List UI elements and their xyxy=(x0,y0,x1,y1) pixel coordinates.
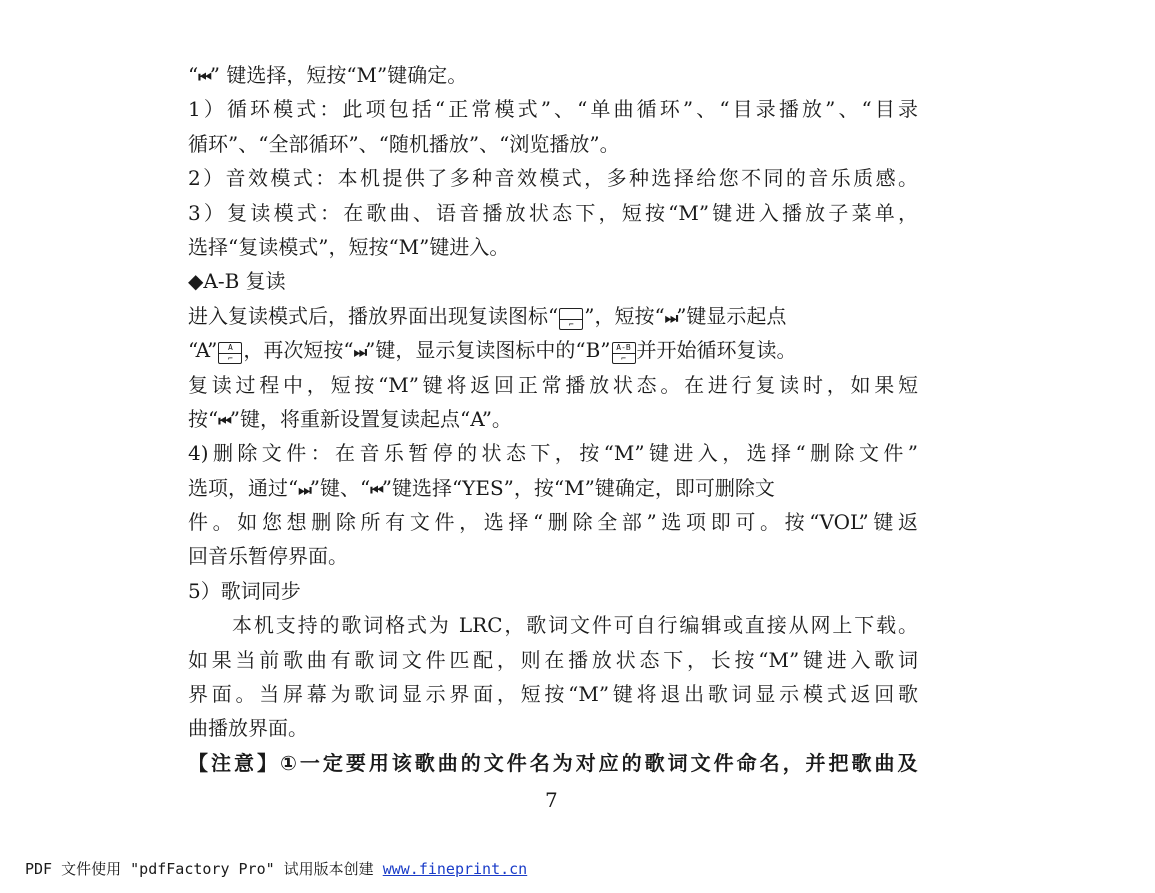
text-line: 3）复读模式：在歌曲、语音播放状态下，短按“M”键进入播放子菜单， xyxy=(188,200,918,225)
document-body xyxy=(188,58,918,780)
pdf-footer xyxy=(25,858,527,879)
text-line: “A” A ⌐ ，再次短按“⏭”键，显示复读图标中的“B” A-B ⌐ 并开始循环复读。 xyxy=(188,338,797,364)
repeat-a-icon: A ⌐ xyxy=(218,342,242,364)
text-line: 件。如您想删除所有文件，选择“删除全部”选项即可。按“VOL”键返 xyxy=(188,510,918,535)
text-line: 2）音效模式：本机提供了多种音效模式，多种选择给您不同的音乐质感。 xyxy=(188,166,918,191)
text-line: 界面。当屏幕为歌词显示界面，短按“M”键将退出歌词显示模式返回歌 xyxy=(188,682,918,707)
text-line: 4)删除文件：在音乐暂停的状态下，按“M”键进入，选择“删除文件” xyxy=(188,441,918,466)
repeat-icon: ⌐ xyxy=(559,308,583,330)
next-track-icon: ⏭ xyxy=(664,308,677,327)
text-line: 曲播放界面。 xyxy=(188,716,308,741)
previous-track-icon: ⏮ xyxy=(218,411,230,430)
section-heading: ◆A-B 复读 xyxy=(188,269,286,294)
note-line: 【注意】①一定要用该歌曲的文件名为对应的歌词文件命名，并把歌曲及 xyxy=(188,750,918,775)
footer-link[interactable]: www.fineprint.cn xyxy=(382,860,528,878)
next-track-icon: ⏭ xyxy=(353,343,366,362)
next-track-icon: ⏭ xyxy=(298,480,310,499)
text-line: 1）循环模式：此项包括“正常模式”、“单曲循环”、“目录播放”、“目录 xyxy=(188,97,918,122)
page-number: 7 xyxy=(545,788,558,812)
text-line: 选择“复读模式”，短按“M”键进入。 xyxy=(188,234,510,259)
footer-text: PDF 文件使用 "pdfFactory Pro" 试用版本创建 xyxy=(25,860,383,878)
text-line: 回音乐暂停界面。 xyxy=(188,544,348,569)
text-line: 复读过程中，短按“M”键将返回正常播放状态。在进行复读时，如果短 xyxy=(188,372,918,397)
text-line: 进入复读模式后，播放界面出现复读图标“ ⌐ ”，短按“⏭”键显示起点 xyxy=(188,303,787,329)
previous-track-icon: ⏮ xyxy=(370,480,382,499)
text-line: 本机支持的歌词格式为 LRC，歌词文件可自行编辑或直接从网上下载。 xyxy=(232,613,918,638)
text-line: 选项，通过“⏭”键、“⏮”键选择“YES”，按“M”键确定，即可删除文 xyxy=(188,475,775,500)
text-line: “⏮” 键选择，短按“M”键确定。 xyxy=(188,63,468,87)
section-heading: 5）歌词同步 xyxy=(188,578,301,603)
text-line: 按“⏮”键，将重新设置复读起点“A”。 xyxy=(188,406,512,431)
previous-track-icon: ⏮ xyxy=(198,68,210,86)
repeat-ab-icon: A-B ⌐ xyxy=(612,342,636,364)
text-line: 如果当前歌曲有歌词文件匹配，则在播放状态下，长按“M”键进入歌词 xyxy=(188,647,918,672)
text-line: 循环”、“全部循环”、“随机播放”、“浏览播放”。 xyxy=(188,131,620,156)
